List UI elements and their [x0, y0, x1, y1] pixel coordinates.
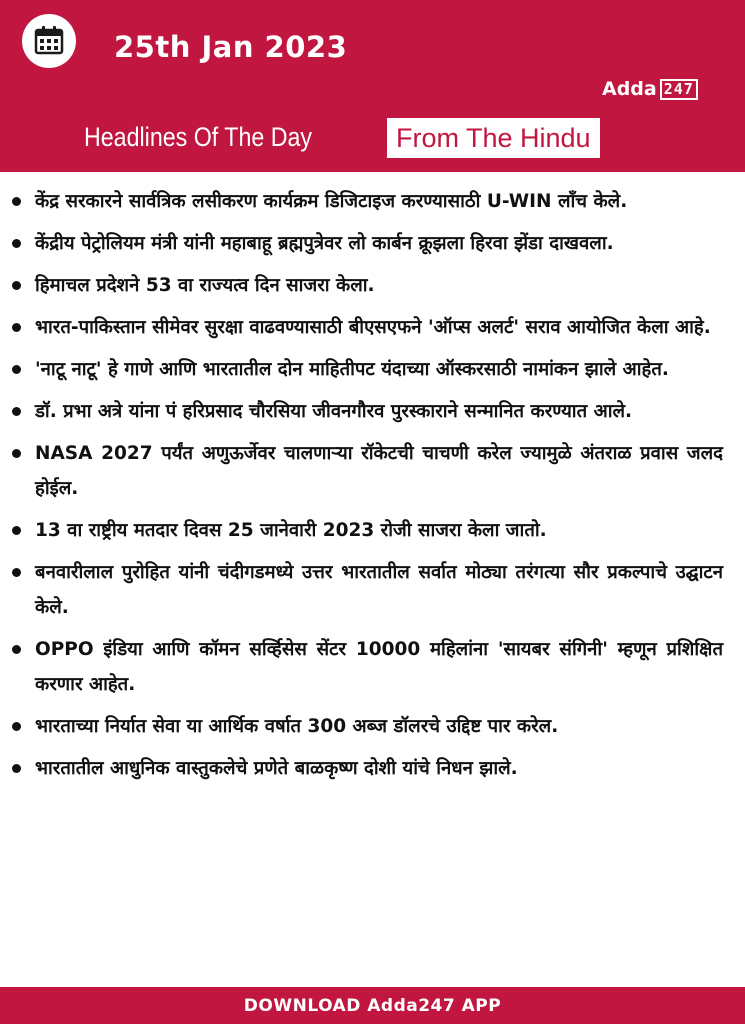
- headline-text: बनवारीलाल पुरोहित यांनी चंदीगडमध्ये उत्तर भारतातील सर्वात मोठ्या तरंगत्या सौर प्रकल्पाचे उद्घाटन केले.: [35, 562, 723, 618]
- bullet-icon: [12, 197, 21, 206]
- list-item: [0, 632, 745, 702]
- headline-text: भारत-पाकिस्तान सीमेवर सुरक्षा वाढवण्यासाठी बीएसएफने 'ऑप्स अलर्ट' सराव आयोजित केला आहे.: [35, 317, 711, 338]
- list-item: [0, 436, 745, 506]
- list-item: [0, 310, 745, 345]
- headline-text: केंद्र सरकारने सार्वत्रिक लसीकरण कार्यक्रम डिजिटाइज करण्यासाठी U-WIN लाँच केले.: [35, 191, 628, 212]
- headline-text: हिमाचल प्रदेशने 53 वा राज्यत्व दिन साजरा केला.: [35, 275, 375, 296]
- bullet-icon: [12, 407, 21, 416]
- bullet-icon: [12, 449, 21, 458]
- headline-text: 'नाटू नाटू' हे गाणे आणि भारतातील दोन माहितीपट यंदाच्या ऑस्करसाठी नामांकन झाले आहेत.: [35, 359, 669, 380]
- header-banner: [0, 0, 745, 172]
- bullet-icon: [12, 281, 21, 290]
- list-item: [0, 226, 745, 261]
- bullet-icon: [12, 764, 21, 773]
- bullet-icon: [12, 365, 21, 374]
- list-item: [0, 751, 745, 786]
- calendar-icon: [34, 25, 64, 55]
- headline-text: केंद्रीय पेट्रोलियम मंत्री यांनी महाबाहू ब्रह्मपुत्रेवर लो कार्बन क्रूझला हिरवा झेंडा दाखवला.: [35, 233, 614, 254]
- bullet-icon: [12, 568, 21, 577]
- brand-number: 247: [660, 79, 698, 100]
- download-app-banner[interactable]: [0, 987, 745, 1024]
- date-heading: 25th Jan 2023: [114, 30, 348, 64]
- headline-text: भारतातील आधुनिक वास्तुकलेचे प्रणेते बाळकृष्ण दोशी यांचे निधन झाले.: [35, 758, 518, 779]
- headline-text: 13 वा राष्ट्रीय मतदार दिवस 25 जानेवारी 2023 रोजी साजरा केला जातो.: [35, 520, 547, 541]
- headlines-list: [0, 184, 745, 793]
- headlines-title: Headlines Of The Day: [84, 122, 313, 152]
- headline-text: NASA 2027 पर्यंत अणुऊर्जेवर चालणाऱ्या रॉकेटची चाचणी करेल ज्यामुळे अंतराळ प्रवास जलद होईल.: [35, 443, 723, 499]
- list-item: [0, 352, 745, 387]
- download-app-label[interactable]: DOWNLOAD Adda247 APP: [243, 995, 502, 1016]
- bullet-icon: [12, 323, 21, 332]
- bullet-icon: [12, 526, 21, 535]
- bullet-icon: [12, 239, 21, 248]
- source-label: From The Hindu: [387, 118, 600, 158]
- headline-text: भारताच्या निर्यात सेवा या आर्थिक वर्षात 300 अब्ज डॉलरचे उद्दिष्ट पार करेल.: [35, 716, 559, 737]
- calendar-badge: [22, 14, 76, 68]
- bullet-icon: [12, 645, 21, 654]
- list-item: [0, 394, 745, 429]
- list-item: [0, 268, 745, 303]
- list-item: [0, 513, 745, 548]
- bullet-icon: [12, 722, 21, 731]
- headline-text: OPPO इंडिया आणि कॉमन सर्व्हिसेस सेंटर 10000 महिलांना 'सायबर संगिनी' म्हणून प्रशिक्षित करणार आहेत.: [35, 639, 723, 695]
- list-item: [0, 555, 745, 625]
- brand-logo: [602, 76, 698, 102]
- brand-name: Adda: [602, 78, 657, 100]
- list-item: [0, 184, 745, 219]
- list-item: [0, 709, 745, 744]
- headline-text: डॉ. प्रभा अत्रे यांना पं हरिप्रसाद चौरसिया जीवनगौरव पुरस्काराने सन्मानित करण्यात आले.: [35, 401, 633, 422]
